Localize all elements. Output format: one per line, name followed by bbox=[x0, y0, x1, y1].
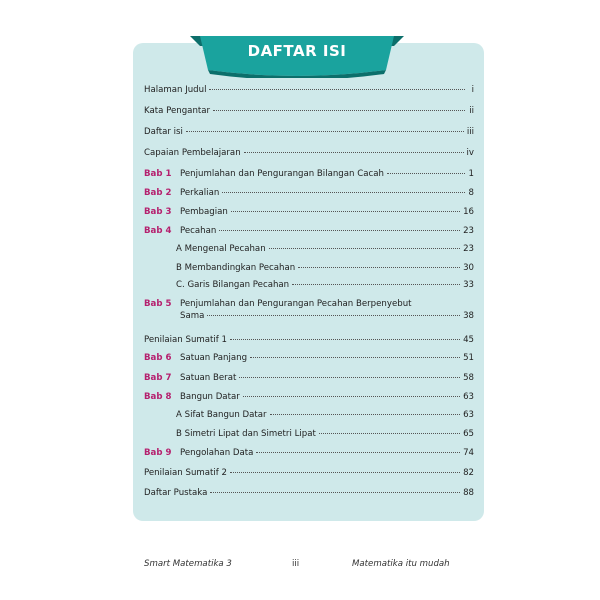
dot-leader bbox=[250, 357, 460, 358]
dot-leader bbox=[292, 284, 460, 285]
toc-label: A Sifat Bangun Datar bbox=[176, 410, 267, 420]
toc-subentry-membandingkan-pecahan[interactable] bbox=[176, 262, 474, 274]
toc-label: Penilaian Sumatif 2 bbox=[144, 468, 228, 478]
toc-page-number: 16 bbox=[463, 207, 474, 217]
toc-entry-bab-2[interactable] bbox=[144, 187, 474, 199]
toc-label: B Simetri Lipat dan Simetri Lipat bbox=[176, 429, 316, 439]
toc-page-number: ii bbox=[469, 106, 474, 116]
chapter-badge: Bab 6 bbox=[144, 353, 172, 363]
chapter-badge: Bab 8 bbox=[144, 392, 172, 402]
dot-leader bbox=[243, 396, 460, 397]
toc-label: Halaman Judul bbox=[144, 85, 207, 95]
toc-page-number: 82 bbox=[463, 468, 474, 478]
footer-book-title: Smart Matematika 3 bbox=[144, 559, 232, 569]
toc-label: Penilaian Sumatif 1 bbox=[144, 335, 228, 345]
toc-label: Kata Pengantar bbox=[144, 106, 211, 116]
toc-label: Pecahan bbox=[180, 226, 217, 236]
dot-leader bbox=[256, 452, 460, 453]
toc-page-number: 51 bbox=[463, 353, 474, 363]
toc-label: Penjumlahan dan Pengurangan Pecahan Berpenyebut bbox=[180, 299, 412, 309]
dot-leader bbox=[231, 211, 460, 212]
dot-leader bbox=[210, 492, 460, 493]
toc-entry-bab-4[interactable] bbox=[144, 225, 474, 237]
toc-entry-bab-1[interactable] bbox=[144, 168, 474, 180]
toc-entry-bab-8[interactable] bbox=[144, 391, 474, 403]
toc-entry-bab-5[interactable] bbox=[144, 298, 474, 324]
toc-entry-bab-3[interactable] bbox=[144, 206, 474, 218]
toc-page-number: 23 bbox=[463, 244, 474, 254]
toc-page-number: 1 bbox=[468, 169, 474, 179]
toc-label: Satuan Panjang bbox=[180, 353, 248, 363]
toc-page-number: 30 bbox=[463, 263, 474, 273]
toc-entry-daftar-isi[interactable] bbox=[144, 126, 474, 138]
toc-page-number: 58 bbox=[463, 373, 474, 383]
dot-leader bbox=[239, 377, 460, 378]
toc-label: Perkalian bbox=[180, 188, 220, 198]
dot-leader bbox=[298, 267, 460, 268]
toc-page-number: 45 bbox=[463, 335, 474, 345]
toc-page-number: 63 bbox=[463, 410, 474, 420]
toc-label: C. Garis Bilangan Pecahan bbox=[176, 280, 290, 290]
toc-page-number: 33 bbox=[463, 280, 474, 290]
toc-label: Daftar isi bbox=[144, 127, 183, 137]
chapter-badge: Bab 3 bbox=[144, 207, 172, 217]
chapter-badge: Bab 5 bbox=[144, 299, 172, 309]
toc-label: A Mengenal Pecahan bbox=[176, 244, 266, 254]
dot-leader bbox=[319, 433, 460, 434]
toc-page-number: 23 bbox=[463, 226, 474, 236]
dot-leader bbox=[269, 248, 460, 249]
toc-entry-bab-9[interactable] bbox=[144, 447, 474, 459]
toc-subentry-sifat-bangun-datar[interactable] bbox=[176, 409, 474, 421]
toc-label: Pembagian bbox=[180, 207, 228, 217]
dot-leader bbox=[219, 230, 460, 231]
dot-leader bbox=[186, 131, 464, 132]
toc-entry-sumatif-1[interactable] bbox=[144, 334, 474, 346]
chapter-badge: Bab 9 bbox=[144, 448, 172, 458]
chapter-badge: Bab 7 bbox=[144, 373, 172, 383]
dot-leader bbox=[207, 315, 460, 316]
toc-page-number: 74 bbox=[463, 448, 474, 458]
toc-entry-bab-7[interactable] bbox=[144, 372, 474, 384]
toc-label: Satuan Berat bbox=[180, 373, 237, 383]
toc-entry-daftar-pustaka[interactable] bbox=[144, 487, 474, 499]
toc-entry-bab-6[interactable] bbox=[144, 352, 474, 364]
dot-leader bbox=[230, 339, 460, 340]
dot-leader bbox=[213, 110, 465, 111]
footer-tagline: Matematika itu mudah bbox=[352, 559, 450, 569]
toc-page-number: iii bbox=[466, 127, 474, 137]
toc-entry-capaian[interactable] bbox=[144, 147, 474, 159]
toc-subentry-simetri-lipat[interactable] bbox=[176, 428, 474, 440]
toc-page-number: iv bbox=[466, 148, 474, 158]
dot-leader bbox=[270, 414, 460, 415]
footer-page-number: iii bbox=[292, 559, 300, 569]
toc-page-number: 38 bbox=[463, 311, 474, 321]
toc-entry-kata-pengantar[interactable] bbox=[144, 105, 474, 117]
chapter-badge: Bab 2 bbox=[144, 188, 172, 198]
toc-label: Capaian Pembelajaran bbox=[144, 148, 241, 158]
toc-page-number: 88 bbox=[463, 488, 474, 498]
toc-label: Daftar Pustaka bbox=[144, 488, 208, 498]
toc-entry-sumatif-2[interactable] bbox=[144, 467, 474, 479]
toc-page-number: i bbox=[471, 85, 474, 95]
chapter-badge: Bab 1 bbox=[144, 169, 172, 179]
dot-leader bbox=[209, 89, 465, 90]
toc-page-number: 8 bbox=[468, 188, 474, 198]
toc-page-number: 65 bbox=[463, 429, 474, 439]
toc-subentry-mengenal-pecahan[interactable] bbox=[176, 243, 474, 255]
dot-leader bbox=[230, 472, 460, 473]
dot-leader bbox=[222, 192, 465, 193]
toc-page-number: 63 bbox=[463, 392, 474, 402]
toc-label: B Membandingkan Pecahan bbox=[176, 263, 296, 273]
toc-label-continuation: Sama bbox=[180, 311, 205, 321]
dot-leader bbox=[387, 173, 465, 174]
dot-leader bbox=[244, 152, 464, 153]
page-title: DAFTAR ISI bbox=[247, 42, 347, 60]
toc-label: Penjumlahan dan Pengurangan Bilangan Cacah bbox=[180, 169, 384, 179]
toc-label: Pengolahan Data bbox=[180, 448, 254, 458]
toc-label: Bangun Datar bbox=[180, 392, 240, 402]
title-banner bbox=[190, 36, 404, 78]
toc-subentry-garis-bilangan[interactable] bbox=[176, 279, 474, 291]
chapter-badge: Bab 4 bbox=[144, 226, 172, 236]
toc-entry-halaman-judul[interactable] bbox=[144, 84, 474, 96]
